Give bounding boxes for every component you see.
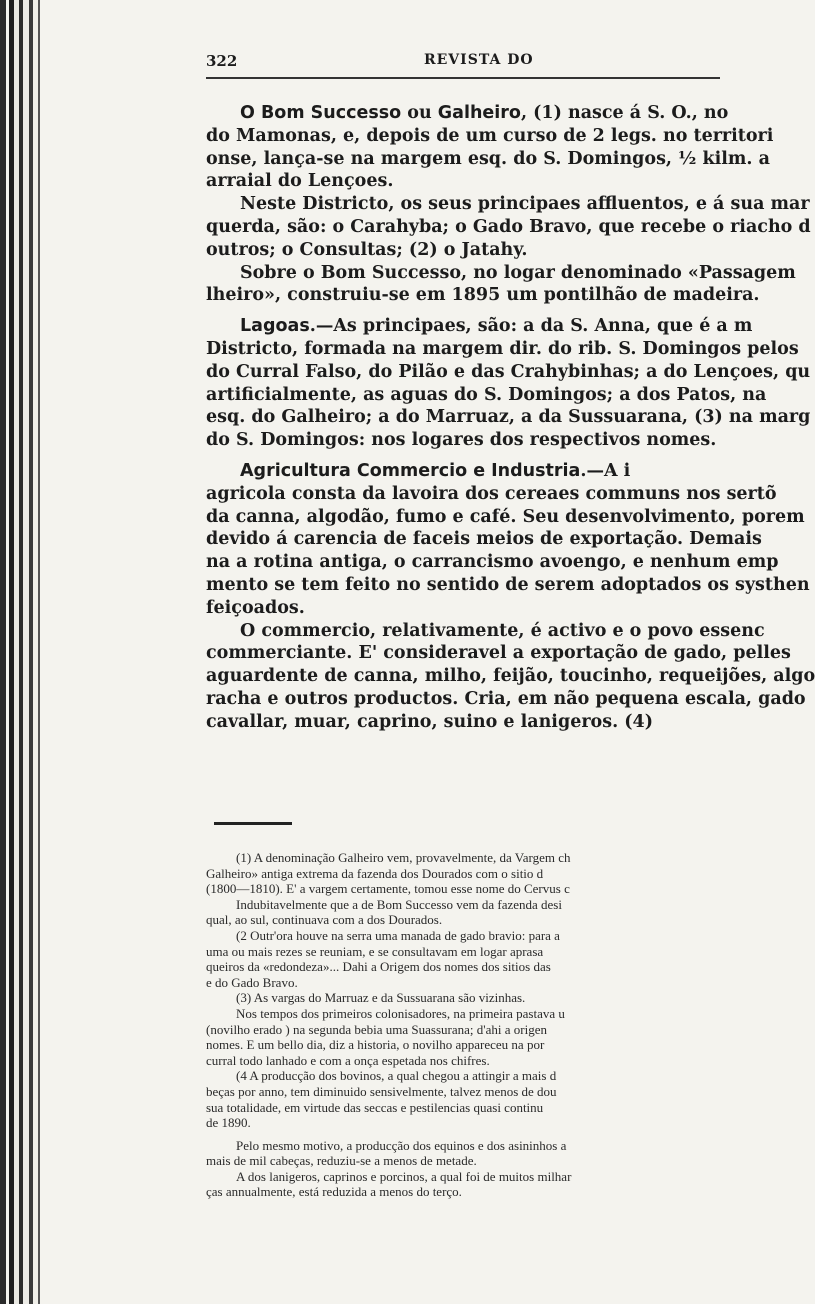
text-line bbox=[206, 216, 811, 239]
book-binding-edge bbox=[0, 0, 44, 1304]
text-line bbox=[206, 148, 770, 171]
text-line bbox=[206, 551, 779, 574]
section-heading: Agricultura Commercio e Industria bbox=[240, 460, 581, 481]
text-span: Neste Districto, os seus principaes affluentos, e á sua mar bbox=[240, 194, 810, 215]
text-span: Sobre o Bom Successo, no logar denominado «Passagem bbox=[240, 262, 796, 283]
text-span: na a rotina antiga, o carrancismo avoengo, e nenhum emp bbox=[206, 552, 779, 573]
text-span: do Mamonas, e, depois de um curso de 2 legs. no territori bbox=[206, 125, 774, 146]
footnote-line: Pelo mesmo motivo, a producção dos equinos e dos asininhos a bbox=[236, 1137, 567, 1153]
text-line bbox=[206, 528, 762, 551]
text-line bbox=[206, 642, 791, 665]
footnote-line: (4 A producção dos bovinos, a qual chegou a attingir a mais d bbox=[236, 1068, 557, 1084]
footnote-line: e do Gado Bravo. bbox=[206, 974, 298, 990]
text-line bbox=[206, 262, 796, 285]
text-line bbox=[206, 170, 720, 193]
running-head: REVISTA DO bbox=[424, 52, 534, 68]
text-span: lheiro», construiu-se em 1895 um pontilhão de madeira. bbox=[206, 285, 760, 306]
page-number: 322 bbox=[206, 52, 238, 70]
text-line bbox=[206, 597, 720, 620]
text-span: do S. Domingos: nos logares dos respectivos nomes. bbox=[206, 430, 717, 451]
footnote-gap bbox=[206, 1131, 720, 1138]
text-span: esq. do Galheiro; a do Marruaz, a da Sussuarana, (3) na marg bbox=[206, 407, 811, 428]
footnote-line: mais de mil cabeças, reduziu-se a menos de metade. bbox=[206, 1153, 477, 1169]
text-span: .—As principaes, são: a da S. Anna, que é a m bbox=[309, 316, 753, 337]
text-line bbox=[206, 460, 720, 483]
text-span: onse, lança-se na margem esq. do S. Domingos, ½ kilm. a bbox=[206, 148, 770, 169]
footnote-line: (3) As vargas do Marruaz e da Sussuarana são vizinhas. bbox=[236, 990, 526, 1006]
text-line bbox=[206, 483, 777, 506]
body-text bbox=[206, 102, 815, 734]
text-line bbox=[206, 429, 720, 452]
text-line bbox=[206, 688, 806, 711]
text-span: aguardente de canna, milho, feijão, toucinho, requeijões, algo bbox=[206, 666, 815, 687]
section-heading: O Bom Successo bbox=[240, 103, 402, 123]
footnote-line: sua totalidade, em virtude das seccas e pestilencias quasi continu bbox=[206, 1099, 544, 1115]
paragraph-gap bbox=[206, 452, 720, 460]
text-line bbox=[206, 665, 815, 688]
footnote-separator bbox=[214, 822, 292, 825]
footnote-line: qual, ao sul, continuava com a dos Dourados. bbox=[206, 912, 443, 928]
text-line bbox=[206, 284, 760, 307]
text-span: mento se tem feito no sentido de serem adoptados os systhen bbox=[206, 574, 810, 595]
footnote-line: Indubitavelmente que a de Bom Successo vem da fazenda desi bbox=[236, 896, 562, 912]
text-span: devido á carencia de faceis meios de exportação. Demais bbox=[206, 529, 762, 550]
text-line bbox=[206, 711, 720, 734]
text-span: , (1) nasce á S. O., no bbox=[520, 103, 729, 123]
text-span: commerciante. E' consideravel a exportação de gado, pelles bbox=[206, 643, 791, 664]
text-line bbox=[206, 102, 729, 125]
text-line bbox=[206, 506, 805, 529]
footnote-line: Nos tempos dos primeiros colonisadores, na primeira pastava u bbox=[236, 1005, 565, 1021]
footnote-line: (1) A denominação Galheiro vem, provavelmente, da Vargem ch bbox=[236, 850, 571, 865]
text-line bbox=[206, 125, 774, 148]
header-rule bbox=[206, 77, 720, 79]
footnote-line: de 1890. bbox=[206, 1115, 251, 1131]
text-line bbox=[206, 315, 753, 338]
text-line bbox=[206, 361, 811, 384]
text-line bbox=[206, 620, 765, 643]
text-span: Districto, formada na margem dir. do rib. S. Domingos pelos bbox=[206, 338, 799, 359]
text-span: O commercio, relativamente, é activo e o povo essenc bbox=[240, 620, 765, 641]
text-span: outros; o Consultas; (2) o Jatahy. bbox=[206, 239, 528, 260]
paragraph-gap bbox=[206, 307, 720, 315]
text-line bbox=[206, 406, 811, 429]
footnotes bbox=[206, 850, 720, 1200]
text-line bbox=[206, 239, 720, 262]
footnote-line: beças por anno, tem diminuido sensivelmente, talvez menos de dou bbox=[206, 1083, 557, 1099]
section-heading: Galheiro bbox=[437, 103, 521, 123]
text-span: da canna, algodão, fumo e café. Seu desenvolvimento, porem bbox=[206, 506, 805, 527]
text-span: artificialmente, as aguas do S. Domingos; a dos Patos, na bbox=[206, 384, 767, 405]
footnote-line: Galheiro» antiga extrema da fazenda dos Dourados com o sitio d bbox=[206, 865, 544, 881]
section-heading: Lagoas bbox=[240, 316, 310, 337]
text-span: .—A i bbox=[580, 460, 631, 481]
text-span: querda, são: o Carahyba; o Gado Bravo, que recebe o riacho d bbox=[206, 216, 811, 237]
text-line bbox=[206, 338, 799, 361]
text-span: feiçoados. bbox=[206, 597, 305, 618]
text-span: arraial do Lençoes. bbox=[206, 171, 394, 192]
footnote-line: curral todo lanhado e com a onça espetada nos chifres. bbox=[206, 1052, 490, 1068]
text-span: ou bbox=[401, 103, 438, 123]
footnote-line: (novilho erado ) na segunda bebia uma Suassurana; d'ahi a origen bbox=[206, 1021, 547, 1037]
footnote-line: nomes. E um bello dia, diz a historia, o novilho appareceu na por bbox=[206, 1037, 545, 1053]
text-span: do Curral Falso, do Pilão e das Crahybinhas; a do Lençoes, qu bbox=[206, 361, 811, 382]
footnote-line: (2 Outr'ora houve na serra uma manada de gado bravio: para a bbox=[236, 927, 560, 943]
footnote-line: ças annualmente, está reduzida a menos do terço. bbox=[206, 1184, 462, 1200]
text-line bbox=[206, 384, 767, 407]
footnote-line: A dos lanigeros, caprinos e porcinos, a qual foi de muitos milhar bbox=[236, 1168, 572, 1184]
text-line bbox=[206, 193, 810, 216]
text-line bbox=[206, 574, 810, 597]
footnote-line: (1800—1810). E' a vargem certamente, tomou esse nome do Cervus c bbox=[206, 881, 570, 897]
footnote-line: uma ou mais rezes se reuniam, e se consultavam em logar aprasa bbox=[206, 943, 544, 959]
footnote-line: queiros da «redondeza»... Dahi a Origem dos nomes dos sitios das bbox=[206, 959, 551, 975]
text-span: racha e outros productos. Cria, em não pequena escala, gado bbox=[206, 688, 806, 709]
text-span: agricola consta da lavoira dos cereaes communs nos sertõ bbox=[206, 483, 777, 504]
text-span: cavallar, muar, caprino, suino e lanigeros. (4) bbox=[206, 711, 653, 732]
